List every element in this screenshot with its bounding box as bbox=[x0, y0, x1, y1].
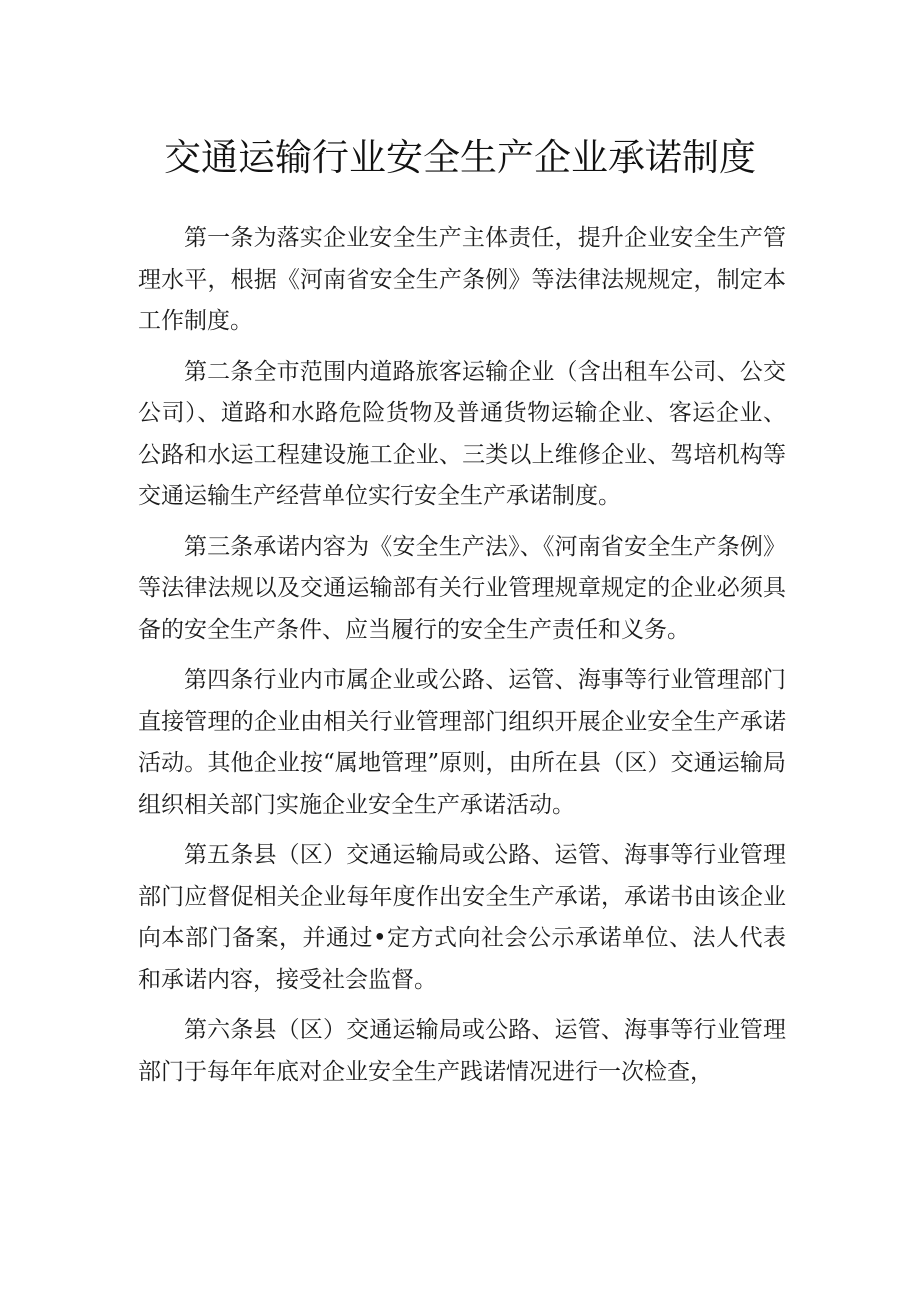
article-2: 第二条全市范围内道路旅客运输企业（含出租车公司、公交公司）、道路和水路危险货物及普通货物运输企业、客运企业、公路和水运工程建设施工企业、三类以上维修企业、驾培机构等交通运输生产经营单位实行安全生产承诺制度。 bbox=[138, 358, 786, 509]
article-3: 第三条承诺内容为《安全生产法》、《河南省安全生产条例》等法律法规以及交通运输部有关行业管理规章规定的企业必须具备的安全生产条件、应当履行的安全生产责任和义务。 bbox=[138, 533, 786, 643]
article-5: 第五条县（区）交通运输局或公路、运管、海事等行业管理部门应督促相关企业每年度作出安全生产承诺，承诺书由该企业向本部门备案，并通过•定方式向社会公示承诺单位、法人代表和承诺内容，接受社会监督。 bbox=[138, 842, 786, 993]
document-body bbox=[138, 218, 786, 1093]
article-1: 第一条为落实企业安全生产主体责任，提升企业安全生产管理水平，根据《河南省安全生产条例》等法律法规规定，制定本工作制度。 bbox=[138, 225, 786, 334]
article-4: 第四条行业内市属企业或公路、运管、海事等行业管理部门直接管理的企业由相关行业管理部门组织开展企业安全生产承诺活动。其他企业按“属地管理”原则，由所在县（区）交通运输局组织相关部门实施企业安全生产承诺活动。 bbox=[138, 667, 786, 818]
document-title: 交通运输行业安全生产企业承诺制度 bbox=[164, 136, 756, 179]
article-6: 第六条县（区）交通运输局或公路、运管、海事等行业管理部门于每年年底对企业安全生产践诺情况进行一次检查， bbox=[138, 1017, 786, 1085]
